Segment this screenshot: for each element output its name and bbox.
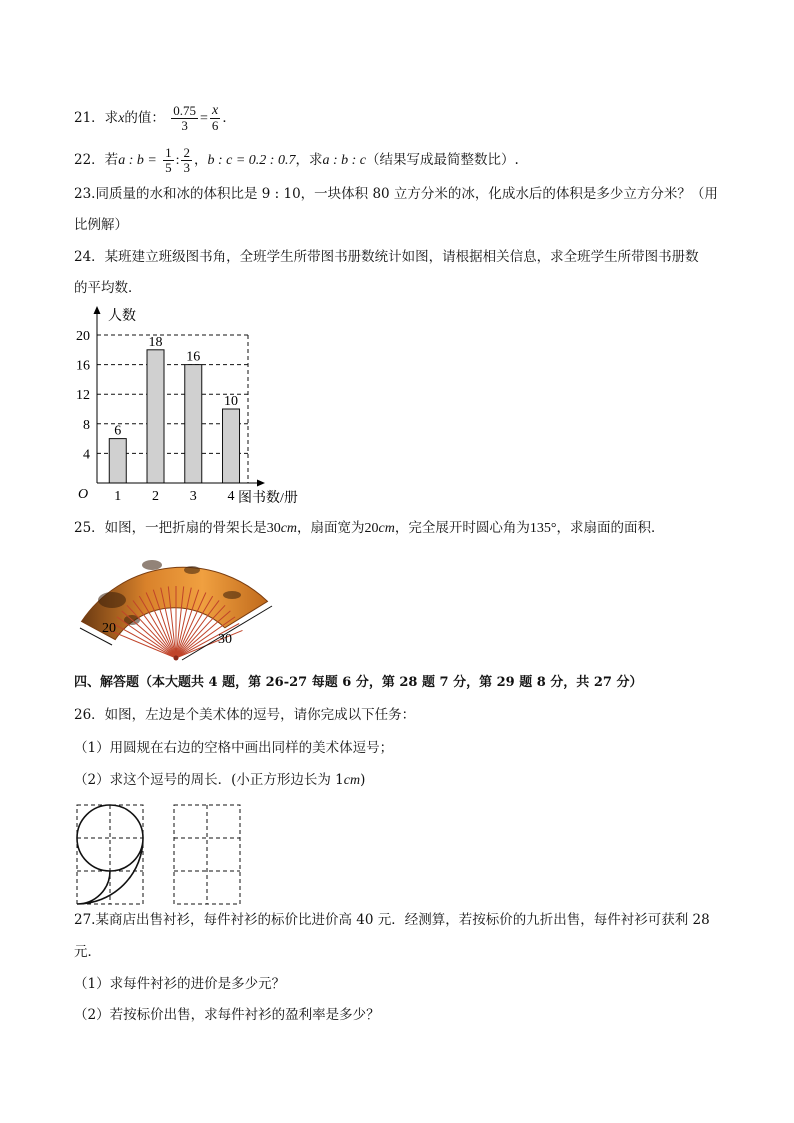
fan-pivot xyxy=(174,656,179,661)
q22-fraction-b: $\frac{2}{3}$ xyxy=(183,145,190,175)
question-26-line2: （1）用圆规在右边的空格中画出同样的美术体逗号； xyxy=(74,740,394,756)
fan-rib xyxy=(127,605,176,658)
q25-unit1: cm xyxy=(280,521,298,536)
left-grid xyxy=(77,805,143,904)
bar-3 xyxy=(185,365,202,483)
q25-mid1: ，扇面宽为 xyxy=(297,520,365,536)
bar-2 xyxy=(147,350,164,483)
section-4-heading: 四、解答题（本大题共 4 题，第 26-27 每题 6 分，第 28 题 7 分，第 29 题 8 分，共 27 分） xyxy=(74,675,643,690)
q22-fraction-a: $\frac{1}{5}$ xyxy=(165,145,172,175)
x-tick-label: 4 xyxy=(227,489,235,504)
q21-end: ． xyxy=(222,110,236,126)
q22-sep1: ， xyxy=(193,152,208,168)
question-27-line1: 27.某商店出售衬衫，每件衬衫的标价比进价高 40 元．经测算，若按标价的九折出售，每件衬衫可获利 28 xyxy=(74,912,710,928)
q22-ratio-ab: a : b = xyxy=(118,153,157,168)
question-26-line1: 26．如图，左边是个美术体的逗号，请你完成以下任务： xyxy=(74,707,416,723)
y-tick-label: 16 xyxy=(76,358,90,374)
folding-fan-figure xyxy=(72,540,282,665)
y-axis-label: 人数 xyxy=(108,309,136,324)
q22-end: （结果写成最简整数比）. xyxy=(366,152,519,168)
bar-chart xyxy=(70,304,310,504)
q22-sep2: ，求 xyxy=(295,152,323,168)
q21-fraction-left: $\frac{0.75}{3}$ xyxy=(173,103,196,133)
y-tick-label: 4 xyxy=(83,447,90,463)
bar-value-label: 6 xyxy=(114,423,122,439)
question-23-line1: 23.同质量的水和冰的体积比是 9 : 10，一块体积 80 立方分米的冰，化成水后的体积是多少立方分米？（用 xyxy=(74,186,718,202)
question-23-line2: 比例解） xyxy=(74,217,128,233)
q21-equals: = xyxy=(199,111,208,126)
question-22 xyxy=(74,146,519,175)
question-25 xyxy=(74,519,664,538)
question-27-line4: （2）若按标价出售，求每件衬衫的盈利率是多少？ xyxy=(74,1007,380,1023)
q25-rib-length: 30 xyxy=(266,521,281,536)
dimension-30-label: 30 xyxy=(218,632,232,647)
q21-variable: x xyxy=(118,111,125,126)
bar-value-label: 18 xyxy=(148,334,163,350)
q25-mid2: ，完全展开时圆心角为 xyxy=(394,520,530,536)
comma-grid-figure xyxy=(74,802,254,908)
question-21 xyxy=(74,104,236,133)
question-26-line3: （2）求这个逗号的周长．(小正方形边长为 1cm) xyxy=(74,772,366,788)
question-27-line2: 元． xyxy=(74,944,101,960)
q22-ratio-abc: a : b : c xyxy=(322,153,367,168)
q21-fraction-right: $\frac{x}{6}$ xyxy=(211,103,219,133)
y-tick-label: 12 xyxy=(76,388,90,404)
q25-angle: 135° xyxy=(529,521,557,536)
origin-label: O xyxy=(78,487,89,502)
y-tick-label: 20 xyxy=(76,329,90,344)
right-grid xyxy=(174,805,240,904)
bar-1 xyxy=(109,439,126,483)
y-tick-label: 8 xyxy=(83,417,90,433)
bar-4 xyxy=(223,409,240,483)
bar-value-label: 16 xyxy=(186,349,201,365)
x-tick-label: 2 xyxy=(152,489,160,504)
question-27-line3: （1）求每件衬衫的进价是多少元？ xyxy=(74,976,286,992)
q25-unit2: cm xyxy=(378,521,395,536)
q22-colon: : xyxy=(175,153,180,168)
x-tick-label: 1 xyxy=(114,489,122,504)
q22-ratio-bc: b : c = 0.2 : 0.7 xyxy=(207,153,296,168)
x-axis-arrow xyxy=(257,480,265,487)
q25-width: 20 xyxy=(364,521,379,536)
x-tick-label: 3 xyxy=(189,489,197,504)
bar-value-label: 10 xyxy=(224,394,239,409)
q21-mid: 的值： xyxy=(124,110,165,126)
q25-prefix: 25．如图，一把折扇的骨架长是 xyxy=(74,520,267,536)
dimension-20-label: 20 xyxy=(102,621,116,636)
question-24-line1: 24．某班建立班级图书角，全班学生所带图书册数统计如图，请根据相关信息，求全班学生所带图书册数 xyxy=(74,249,699,265)
q22-prefix: 22．若 xyxy=(74,152,119,168)
q25-end: ，求扇面的面积． xyxy=(556,520,665,536)
x-axis-label: 图书数/册 xyxy=(238,491,298,504)
question-24-line2: 的平均数． xyxy=(74,280,142,296)
q21-prefix: 21．求 xyxy=(74,110,119,126)
y-axis-arrow xyxy=(94,306,101,314)
